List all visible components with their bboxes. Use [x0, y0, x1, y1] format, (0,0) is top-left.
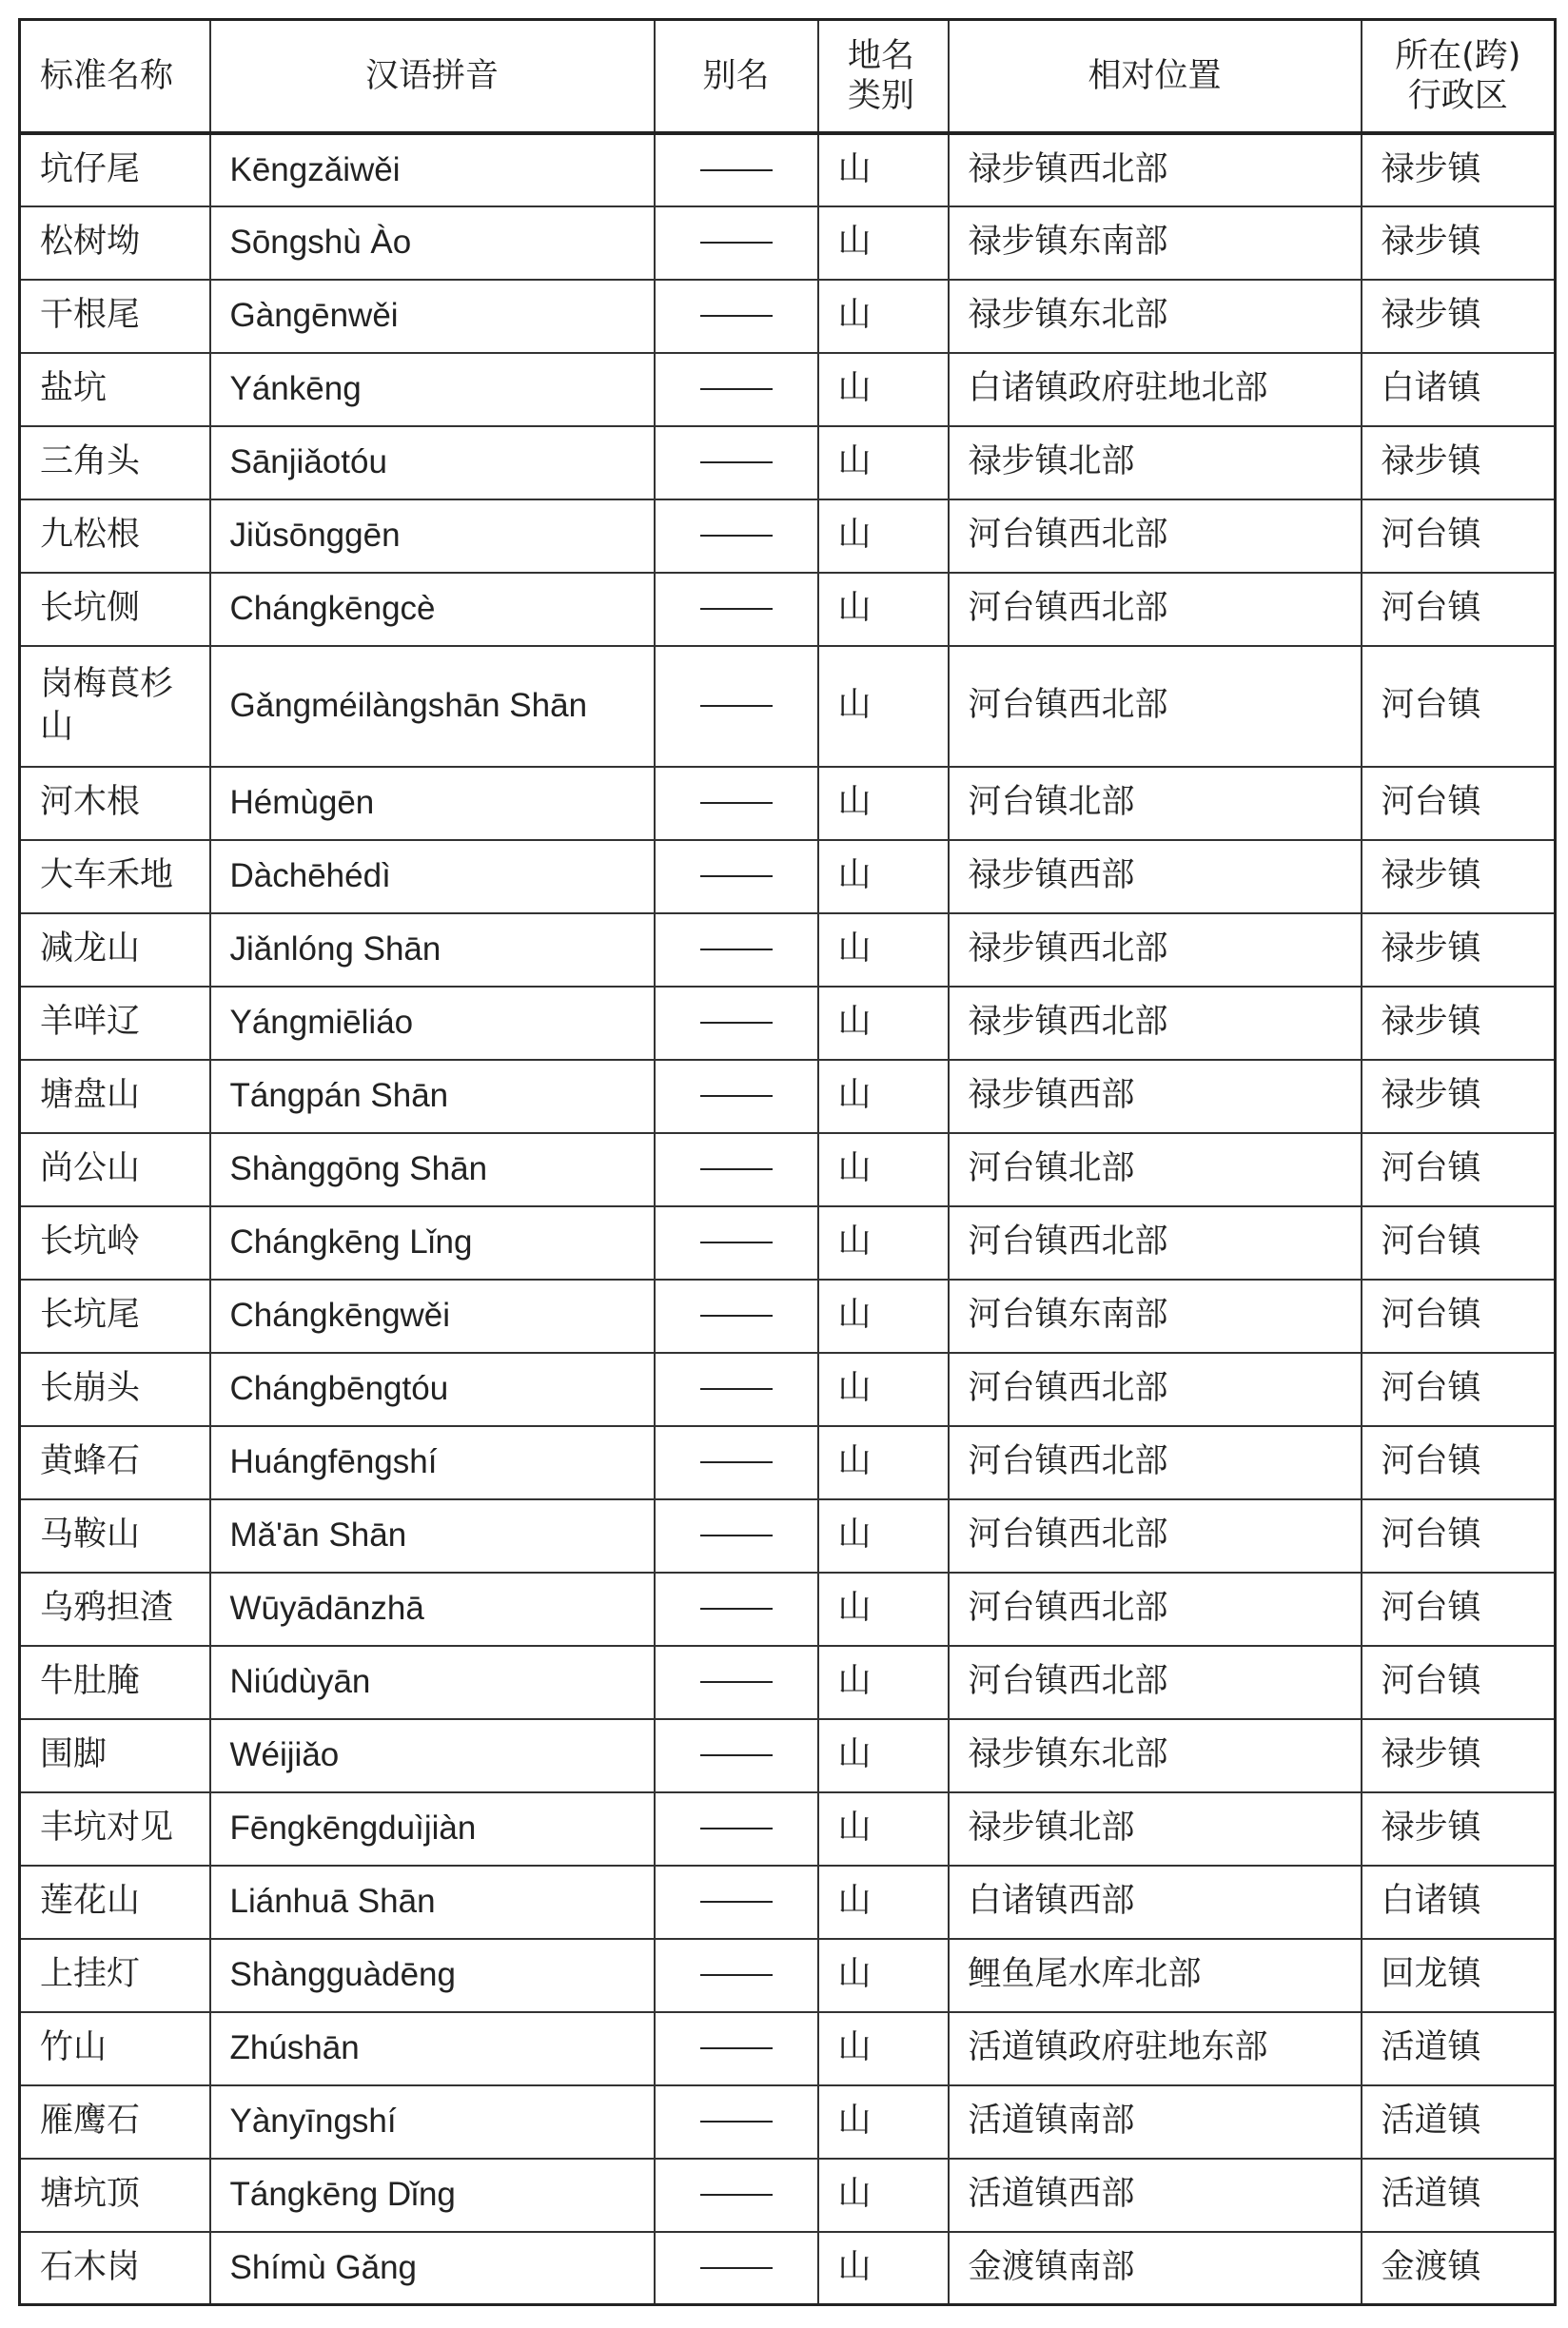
alias-dash [700, 705, 773, 707]
table-row [20, 913, 1556, 987]
cell-alias [655, 987, 818, 1060]
table-row [20, 646, 1556, 767]
cell-standard-name: 减龙山 [20, 913, 210, 987]
cell-alias [655, 1206, 818, 1280]
cell-place-type: 山 [818, 1573, 949, 1646]
cell-alias [655, 1719, 818, 1792]
cell-pinyin: Mǎ'ān Shān [210, 1499, 655, 1573]
header-place-type [818, 20, 949, 133]
cell-pinyin: Wūyādānzhā [210, 1573, 655, 1646]
table-row [20, 2085, 1556, 2159]
cell-admin-region: 河台镇 [1362, 646, 1556, 767]
table-row [20, 2159, 1556, 2232]
cell-standard-name: 石木岗 [20, 2232, 210, 2305]
alias-dash [700, 1461, 773, 1463]
cell-standard-name: 长坑岭 [20, 1206, 210, 1280]
alias-dash [700, 1315, 773, 1317]
place-names-table [18, 18, 1557, 2306]
table-row [20, 1573, 1556, 1646]
cell-place-type: 山 [818, 1206, 949, 1280]
cell-alias [655, 2159, 818, 2232]
cell-admin-region: 河台镇 [1362, 573, 1556, 646]
cell-place-type: 山 [818, 499, 949, 573]
cell-relative-location: 禄步镇东北部 [949, 280, 1362, 353]
cell-place-type: 山 [818, 987, 949, 1060]
cell-place-type: 山 [818, 353, 949, 426]
cell-relative-location: 禄步镇西部 [949, 1060, 1362, 1133]
table-row [20, 767, 1556, 840]
cell-alias [655, 1866, 818, 1939]
cell-admin-region: 活道镇 [1362, 2159, 1556, 2232]
alias-dash [700, 1242, 773, 1243]
cell-relative-location: 禄步镇东南部 [949, 206, 1362, 280]
alias-dash [700, 1681, 773, 1683]
cell-admin-region: 河台镇 [1362, 499, 1556, 573]
table-row [20, 206, 1556, 280]
cell-admin-region: 金渡镇 [1362, 2232, 1556, 2305]
table-row [20, 2232, 1556, 2305]
cell-relative-location: 白诸镇西部 [949, 1866, 1362, 1939]
cell-place-type: 山 [818, 2159, 949, 2232]
table-row [20, 1719, 1556, 1792]
cell-pinyin: Tángkēng Dǐng [210, 2159, 655, 2232]
cell-relative-location: 河台镇西北部 [949, 1206, 1362, 1280]
cell-admin-region: 禄步镇 [1362, 840, 1556, 913]
cell-standard-name: 干根尾 [20, 280, 210, 353]
cell-relative-location: 禄步镇北部 [949, 426, 1362, 499]
cell-admin-region: 禄步镇 [1362, 913, 1556, 987]
cell-standard-name: 岗梅莨杉山 [20, 646, 210, 767]
cell-pinyin: Gǎngméilàngshān Shān [210, 646, 655, 767]
cell-relative-location: 河台镇西北部 [949, 646, 1362, 767]
cell-standard-name: 竹山 [20, 2012, 210, 2085]
cell-relative-location: 禄步镇西部 [949, 840, 1362, 913]
alias-dash [700, 2121, 773, 2123]
cell-relative-location: 活道镇政府驻地东部 [949, 2012, 1362, 2085]
cell-place-type: 山 [818, 573, 949, 646]
cell-place-type: 山 [818, 1280, 949, 1353]
cell-place-type: 山 [818, 1353, 949, 1426]
cell-standard-name: 河木根 [20, 767, 210, 840]
cell-place-type: 山 [818, 206, 949, 280]
cell-admin-region: 河台镇 [1362, 1646, 1556, 1719]
cell-admin-region: 河台镇 [1362, 1499, 1556, 1573]
alias-dash [700, 315, 773, 317]
cell-alias [655, 2232, 818, 2305]
cell-relative-location: 河台镇北部 [949, 767, 1362, 840]
table-row [20, 499, 1556, 573]
cell-place-type: 山 [818, 426, 949, 499]
cell-alias [655, 2012, 818, 2085]
cell-alias [655, 1939, 818, 2012]
cell-pinyin: Chángbēngtóu [210, 1353, 655, 1426]
cell-standard-name: 尚公山 [20, 1133, 210, 1206]
table-row [20, 280, 1556, 353]
cell-admin-region: 禄步镇 [1362, 426, 1556, 499]
table-row [20, 1060, 1556, 1133]
header-row [20, 20, 1556, 133]
cell-alias [655, 840, 818, 913]
cell-relative-location: 河台镇西北部 [949, 499, 1362, 573]
cell-standard-name: 莲花山 [20, 1866, 210, 1939]
cell-relative-location: 河台镇西北部 [949, 1646, 1362, 1719]
cell-admin-region: 河台镇 [1362, 1133, 1556, 1206]
alias-dash [700, 1608, 773, 1610]
cell-pinyin: Gàngēnwěi [210, 280, 655, 353]
cell-admin-region: 禄步镇 [1362, 1719, 1556, 1792]
table-row [20, 1206, 1556, 1280]
alias-dash [700, 1168, 773, 1170]
cell-standard-name: 羊咩辽 [20, 987, 210, 1060]
cell-place-type: 山 [818, 133, 949, 206]
table-row [20, 1426, 1556, 1499]
alias-dash [700, 1022, 773, 1024]
cell-relative-location: 河台镇西北部 [949, 1499, 1362, 1573]
cell-alias [655, 1499, 818, 1573]
cell-relative-location: 活道镇西部 [949, 2159, 1362, 2232]
alias-dash [700, 1828, 773, 1829]
cell-alias [655, 426, 818, 499]
cell-place-type: 山 [818, 1060, 949, 1133]
cell-place-type: 山 [818, 1792, 949, 1866]
alias-dash [700, 608, 773, 610]
alias-dash [700, 2047, 773, 2049]
cell-pinyin: Huángfēngshí [210, 1426, 655, 1499]
cell-admin-region: 河台镇 [1362, 1280, 1556, 1353]
cell-place-type: 山 [818, 1646, 949, 1719]
alias-dash [700, 1901, 773, 1903]
cell-admin-region: 河台镇 [1362, 1573, 1556, 1646]
cell-standard-name: 马鞍山 [20, 1499, 210, 1573]
cell-relative-location: 河台镇东南部 [949, 1280, 1362, 1353]
cell-place-type: 山 [818, 2085, 949, 2159]
cell-alias [655, 767, 818, 840]
cell-standard-name: 长崩头 [20, 1353, 210, 1426]
cell-relative-location: 禄步镇东北部 [949, 1719, 1362, 1792]
cell-admin-region: 禄步镇 [1362, 987, 1556, 1060]
cell-pinyin: Yángmiēliáo [210, 987, 655, 1060]
cell-relative-location: 河台镇西北部 [949, 1426, 1362, 1499]
cell-alias [655, 1573, 818, 1646]
cell-pinyin: Jiǔsōnggēn [210, 499, 655, 573]
table-row [20, 840, 1556, 913]
cell-place-type: 山 [818, 1939, 949, 2012]
cell-place-type: 山 [818, 1133, 949, 1206]
table-row [20, 1646, 1556, 1719]
cell-pinyin: Hémùgēn [210, 767, 655, 840]
cell-pinyin: Wéijiǎo [210, 1719, 655, 1792]
cell-alias [655, 499, 818, 573]
cell-admin-region: 禄步镇 [1362, 206, 1556, 280]
cell-alias [655, 646, 818, 767]
cell-alias [655, 1646, 818, 1719]
cell-relative-location: 禄步镇北部 [949, 1792, 1362, 1866]
cell-admin-region: 禄步镇 [1362, 133, 1556, 206]
cell-standard-name: 塘坑顶 [20, 2159, 210, 2232]
table-row [20, 1133, 1556, 1206]
cell-admin-region: 活道镇 [1362, 2012, 1556, 2085]
header-admin-region [1362, 20, 1556, 133]
cell-place-type: 山 [818, 767, 949, 840]
table-row [20, 426, 1556, 499]
table-row [20, 987, 1556, 1060]
header-admin-line1: 所在(跨) [1395, 36, 1521, 75]
cell-relative-location: 禄步镇西北部 [949, 133, 1362, 206]
cell-pinyin: Shànggōng Shān [210, 1133, 655, 1206]
cell-pinyin: Tángpán Shān [210, 1060, 655, 1133]
cell-relative-location: 河台镇北部 [949, 1133, 1362, 1206]
header-place-type-label: 地名类别 [848, 36, 915, 115]
cell-alias [655, 206, 818, 280]
cell-admin-region: 禄步镇 [1362, 280, 1556, 353]
cell-alias [655, 1792, 818, 1866]
alias-dash [700, 242, 773, 244]
cell-alias [655, 573, 818, 646]
cell-admin-region: 回龙镇 [1362, 1939, 1556, 2012]
cell-alias [655, 2085, 818, 2159]
cell-relative-location: 金渡镇南部 [949, 2232, 1362, 2305]
cell-relative-location: 禄步镇西北部 [949, 913, 1362, 987]
cell-relative-location: 白诸镇政府驻地北部 [949, 353, 1362, 426]
header-admin-line2: 行政区 [1407, 76, 1508, 115]
alias-dash [700, 802, 773, 804]
cell-pinyin: Shímù Gǎng [210, 2232, 655, 2305]
cell-admin-region: 禄步镇 [1362, 1060, 1556, 1133]
cell-admin-region: 河台镇 [1362, 1206, 1556, 1280]
cell-admin-region: 活道镇 [1362, 2085, 1556, 2159]
cell-alias [655, 280, 818, 353]
table-row [20, 133, 1556, 206]
cell-place-type: 山 [818, 1719, 949, 1792]
cell-standard-name: 围脚 [20, 1719, 210, 1792]
cell-pinyin: Chángkēngcè [210, 573, 655, 646]
cell-relative-location: 鲤鱼尾水库北部 [949, 1939, 1362, 2012]
cell-standard-name: 大车禾地 [20, 840, 210, 913]
alias-dash [700, 535, 773, 537]
table-row [20, 1939, 1556, 2012]
cell-admin-region: 河台镇 [1362, 1426, 1556, 1499]
alias-dash [700, 169, 773, 171]
cell-admin-region: 禄步镇 [1362, 1792, 1556, 1866]
alias-dash [700, 461, 773, 463]
alias-dash [700, 1974, 773, 1976]
table-body [20, 133, 1556, 2305]
cell-standard-name: 长坑侧 [20, 573, 210, 646]
cell-pinyin: Chángkēngwěi [210, 1280, 655, 1353]
cell-pinyin: Fēngkēngduìjiàn [210, 1792, 655, 1866]
header-relative-location: 相对位置 [949, 20, 1362, 133]
cell-pinyin: Shàngguàdēng [210, 1939, 655, 2012]
alias-dash [700, 388, 773, 390]
cell-pinyin: Liánhuā Shān [210, 1866, 655, 1939]
cell-alias [655, 1060, 818, 1133]
cell-alias [655, 1133, 818, 1206]
cell-alias [655, 1426, 818, 1499]
cell-alias [655, 353, 818, 426]
cell-place-type: 山 [818, 1499, 949, 1573]
cell-relative-location: 河台镇西北部 [949, 1353, 1362, 1426]
alias-dash [700, 2267, 773, 2269]
cell-pinyin: Zhúshān [210, 2012, 655, 2085]
cell-relative-location: 禄步镇西北部 [949, 987, 1362, 1060]
table-row [20, 1866, 1556, 1939]
alias-dash [700, 1095, 773, 1097]
cell-place-type: 山 [818, 913, 949, 987]
cell-pinyin: Chángkēng Lǐng [210, 1206, 655, 1280]
cell-standard-name: 三角头 [20, 426, 210, 499]
alias-dash [700, 1535, 773, 1536]
cell-pinyin: Dàchēhédì [210, 840, 655, 913]
cell-pinyin: Yànyīngshí [210, 2085, 655, 2159]
cell-pinyin: Kēngzǎiwěi [210, 133, 655, 206]
table-row [20, 1792, 1556, 1866]
cell-standard-name: 乌鸦担渣 [20, 1573, 210, 1646]
cell-standard-name: 盐坑 [20, 353, 210, 426]
cell-admin-region: 白诸镇 [1362, 353, 1556, 426]
alias-dash [700, 949, 773, 950]
cell-standard-name: 丰坑对见 [20, 1792, 210, 1866]
cell-admin-region: 河台镇 [1362, 1353, 1556, 1426]
cell-standard-name: 坑仔尾 [20, 133, 210, 206]
table-row [20, 2012, 1556, 2085]
cell-standard-name: 九松根 [20, 499, 210, 573]
cell-alias [655, 133, 818, 206]
alias-dash [700, 2194, 773, 2196]
cell-alias [655, 1353, 818, 1426]
cell-place-type: 山 [818, 280, 949, 353]
cell-admin-region: 河台镇 [1362, 767, 1556, 840]
cell-place-type: 山 [818, 2012, 949, 2085]
cell-place-type: 山 [818, 840, 949, 913]
alias-dash [700, 875, 773, 877]
cell-pinyin: Sōngshù Ào [210, 206, 655, 280]
cell-pinyin: Niúdùyān [210, 1646, 655, 1719]
cell-standard-name: 黄蜂石 [20, 1426, 210, 1499]
cell-pinyin: Yánkēng [210, 353, 655, 426]
cell-pinyin: Sānjiǎotóu [210, 426, 655, 499]
cell-standard-name: 塘盘山 [20, 1060, 210, 1133]
header-alias: 别名 [655, 20, 818, 133]
table-row [20, 1499, 1556, 1573]
table-row [20, 1280, 1556, 1353]
alias-dash [700, 1754, 773, 1756]
cell-place-type: 山 [818, 1426, 949, 1499]
cell-alias [655, 1280, 818, 1353]
cell-alias [655, 913, 818, 987]
header-standard-name: 标准名称 [20, 20, 210, 133]
cell-standard-name: 上挂灯 [20, 1939, 210, 2012]
cell-place-type: 山 [818, 646, 949, 767]
cell-standard-name: 牛肚腌 [20, 1646, 210, 1719]
alias-dash [700, 1388, 773, 1390]
cell-standard-name: 长坑尾 [20, 1280, 210, 1353]
cell-admin-region: 白诸镇 [1362, 1866, 1556, 1939]
cell-place-type: 山 [818, 2232, 949, 2305]
cell-relative-location: 河台镇西北部 [949, 1573, 1362, 1646]
table-row [20, 573, 1556, 646]
table-row [20, 1353, 1556, 1426]
cell-relative-location: 河台镇西北部 [949, 573, 1362, 646]
cell-place-type: 山 [818, 1866, 949, 1939]
cell-standard-name: 雁鹰石 [20, 2085, 210, 2159]
cell-standard-name: 松树坳 [20, 206, 210, 280]
table-row [20, 353, 1556, 426]
header-pinyin: 汉语拼音 [210, 20, 655, 133]
cell-pinyin: Jiǎnlóng Shān [210, 913, 655, 987]
cell-relative-location: 活道镇南部 [949, 2085, 1362, 2159]
